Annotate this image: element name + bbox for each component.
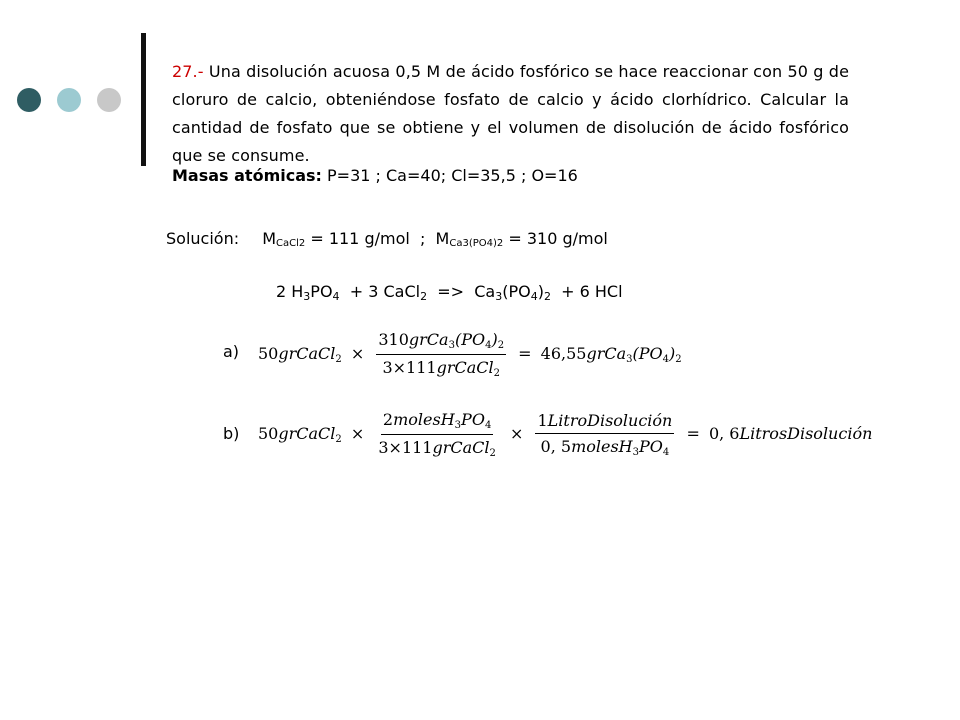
solution-molar-masses [166, 229, 608, 249]
molar-mass-separator: ; [419, 229, 426, 248]
part-b-fraction-1: $\frac{2molesH_3PO_4}{3\times 111grCaCl_2}$ [378, 410, 496, 459]
part-b-equation: 50grCaCl$_2$ × $\frac{2molesH_3PO_4}{3\times 111grCaCl_2}$ × $\frac{\text{1LitroDisolución}}{0, 5molesH_3PO_4}$ = 0, 6LitrosDisolución [258, 410, 873, 459]
atomic-masses-label: Masas atómicas: [172, 166, 322, 185]
problem-number: 27.- [172, 62, 204, 81]
molar-mass-ca3po42: $M_{Ca3(PO4)2} = 310$ g/mol [435, 229, 608, 249]
chemical-reaction: 2 $H_3PO_4 + 3$ CaCl$_2$ => $Ca_3(PO_4)_2 + 6$ HCl [276, 282, 623, 303]
part-a-equation: 50grCaCl$_2$ × $\frac{310grCa_3(PO_4)_2}{3\times 111grCaCl_2}$ = $46,55grCa_3(PO_4)_2$ [258, 330, 682, 379]
decor-dot-gray [97, 88, 121, 112]
atomic-masses [172, 165, 578, 187]
molar-mass-cacl2: $M_{CaCl2} = 111$ g/mol [262, 229, 410, 249]
part-b-fraction-2: $\frac{\text{1LitroDisolución}}{0, 5molesH_3PO_4}$ [537, 411, 673, 458]
part-a-fraction: $\frac{310grCa_3(PO_4)_2}{3\times 111grCaCl_2}$ [378, 330, 505, 379]
part-a-label: a) [223, 342, 240, 361]
atomic-masses-values: P=31 ; Ca=40; Cl=35,5 ; O=16 [327, 166, 578, 185]
problem-text: Una disolución acuosa 0,5 M de ácido fosfórico se hace reaccionar con 50 g de cloruro de calcio, obteniéndose fosfato de calcio y ácido clorhídrico. Calcular la cantidad de fosfato que se obtiene y el volumen de disolución de ácido fosfórico que se consume. [172, 62, 850, 165]
problem-statement [172, 58, 849, 170]
decor-dot-dark [17, 88, 41, 112]
decor-vertical-bar [141, 33, 146, 166]
solution-label: Solución: [166, 229, 240, 248]
decor-dot-light [57, 88, 81, 112]
part-b-label: b) [223, 424, 240, 443]
